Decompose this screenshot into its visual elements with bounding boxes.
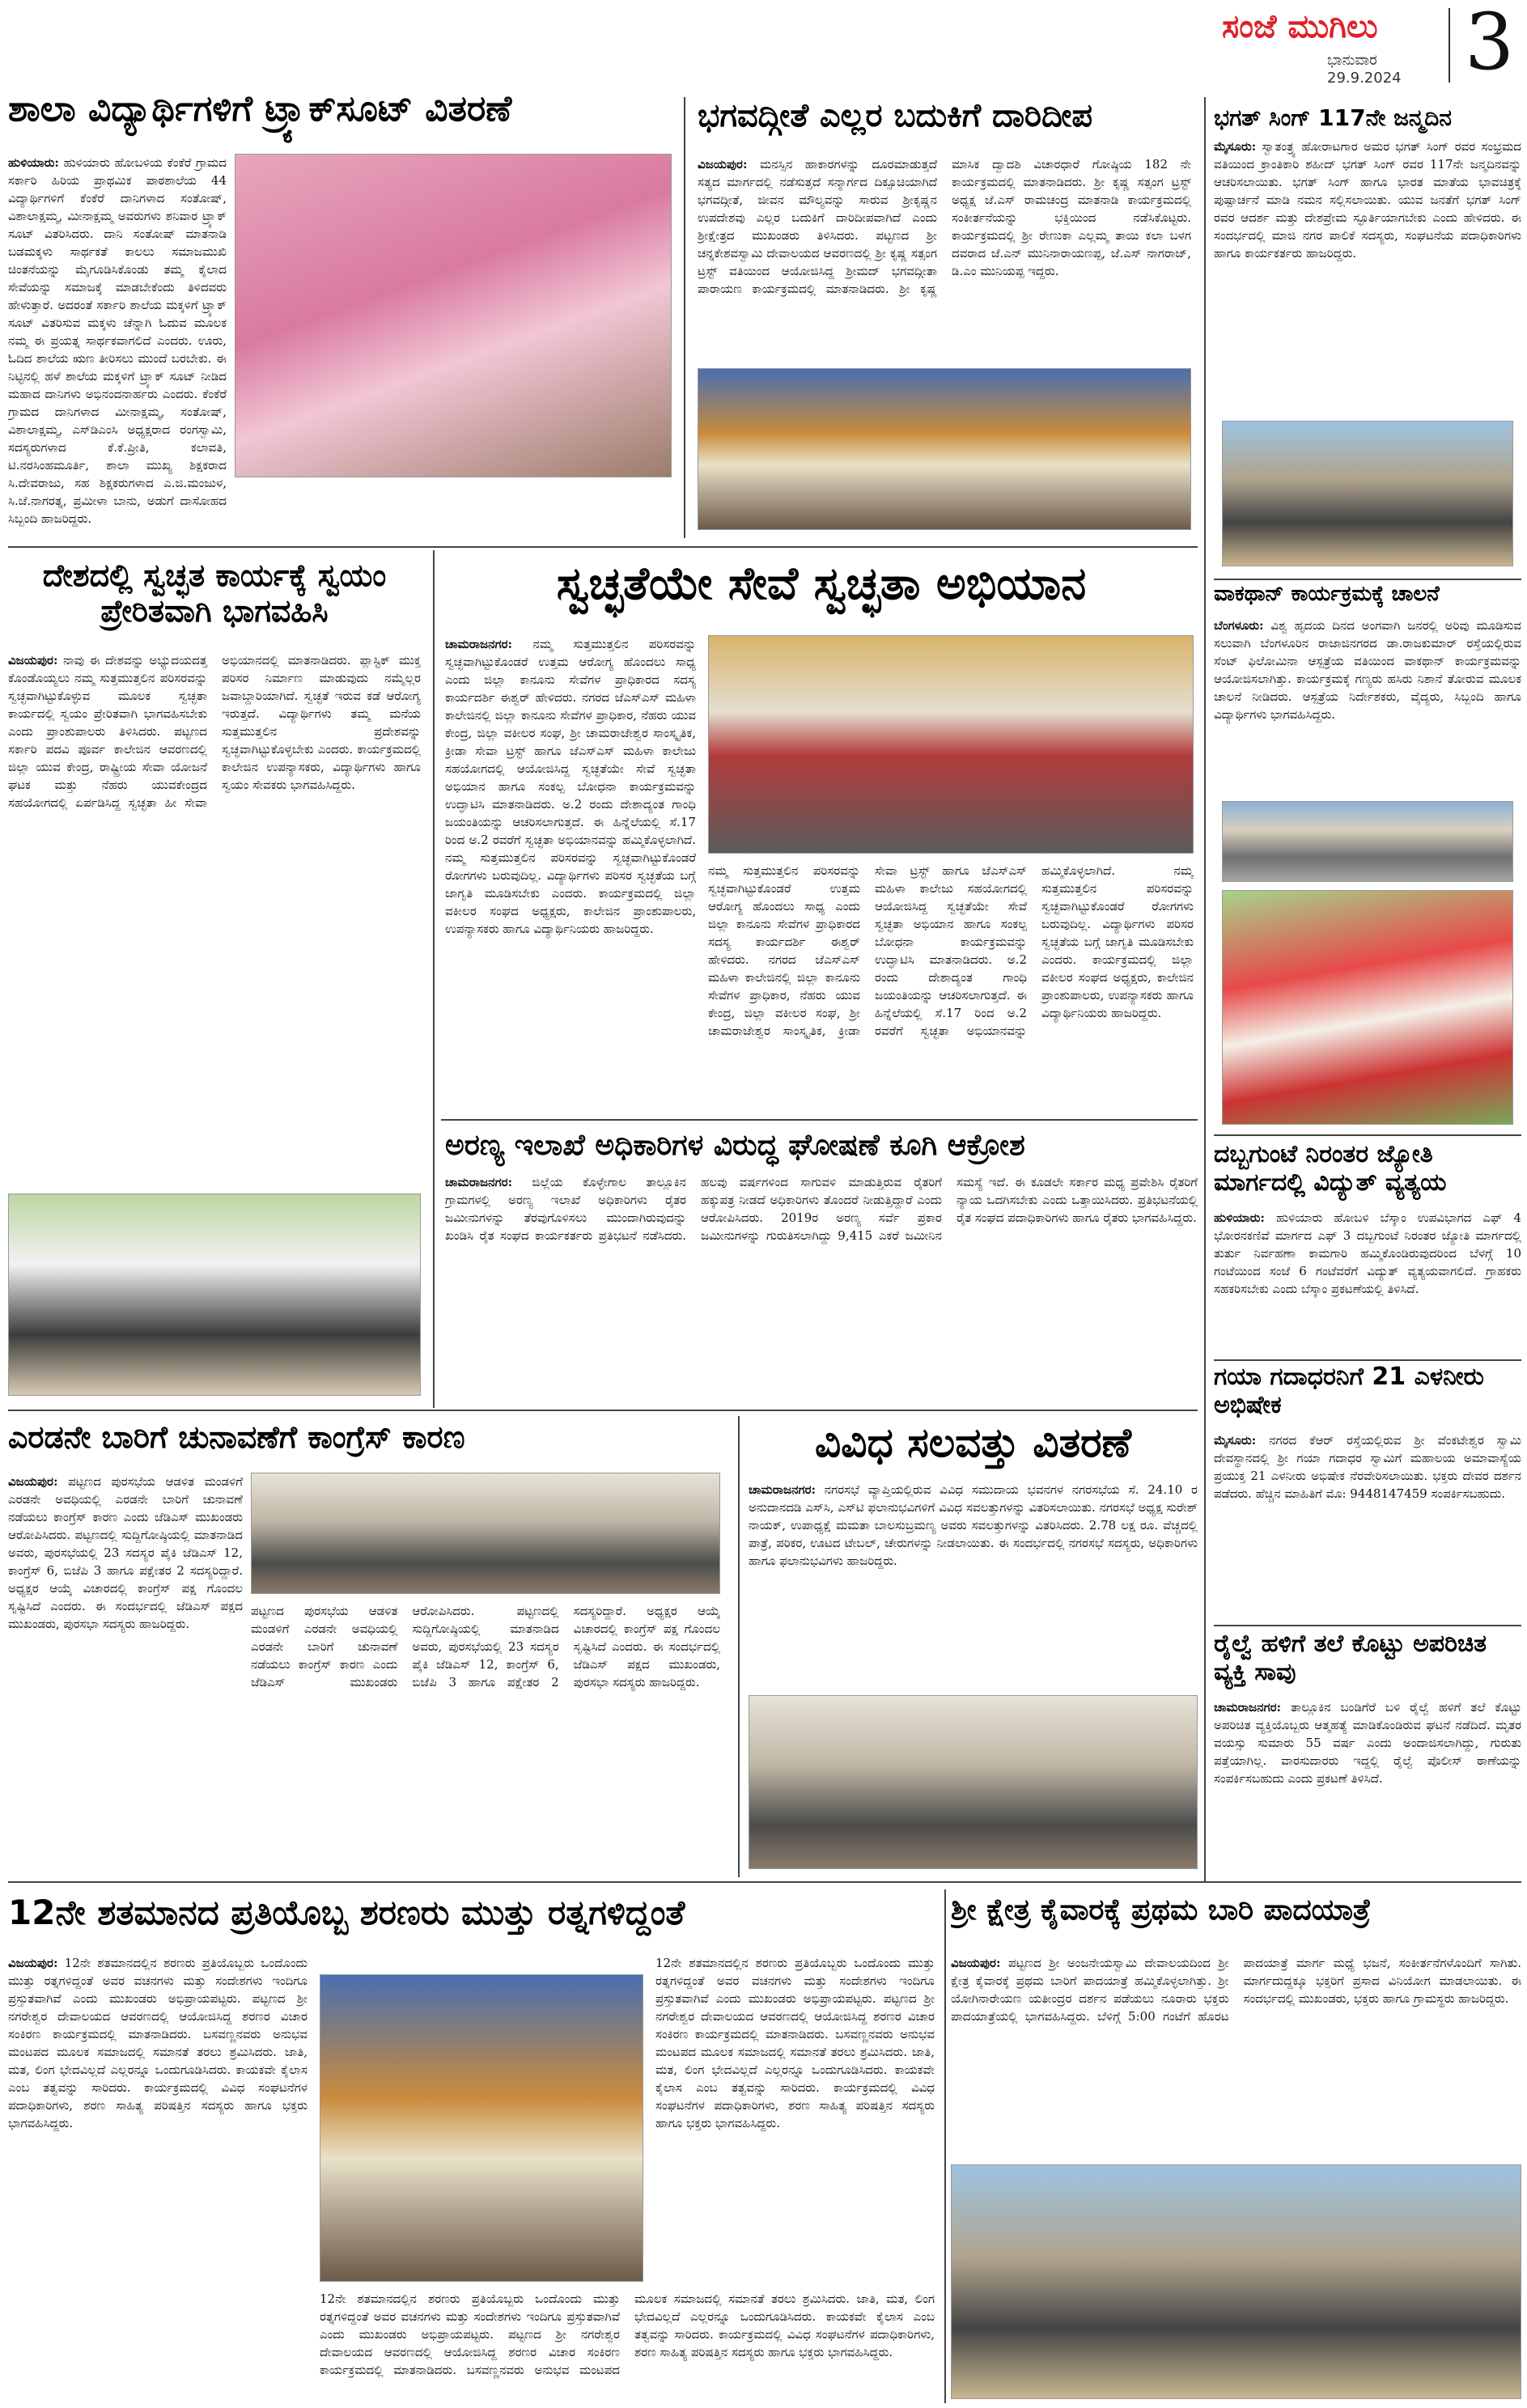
photo-tracksuit-students: [235, 154, 672, 477]
story-gaya-abhisheka: [1214, 1363, 1521, 1622]
story-body-continued: 12ನೇ ಶತಮಾನದಲ್ಲಿನ ಶರಣರು ಪ್ರತಿಯೊಬ್ಬರು ಒಂದೊಂದು ಮುತ್ತು ರತ್ನಗಳಿದ್ದಂತೆ ಅವರ ವಚನಗಳು ಮತ್ತು ಸಂದೇಶಗಳು ಇಂದಿಗೂ ಪ್ರಸ್ತುತವಾಗಿವೆ ಎಂದು ಮುಖಂಡರು ಅಭಿಪ್ರಾಯಪಟ್ಟರು. ಪಟ್ಟಣದ ಶ್ರೀ ನಗರೇಶ್ವರ ದೇವಾಲಯದ ಆವರಣದಲ್ಲಿ ಆಯೋಜಿಸಿದ್ದ ಶರಣರ ವಿಚಾರ ಸಂಕಿರಣ ಕಾರ್ಯಕ್ರಮದಲ್ಲಿ ಮಾತನಾಡಿದರು. ಬಸವಣ್ಣನವರು ಅನುಭವ ಮಂಟಪದ ಮೂಲಕ ಸಮಾಜದಲ್ಲಿ ಸಮಾನತೆ ತರಲು ಶ್ರಮಿಸಿದರು. ಜಾತಿ, ಮತ, ಲಿಂಗ ಭೇದವಿಲ್ಲದೆ ಎಲ್ಲರನ್ನೂ ಒಂದುಗೂಡಿಸಿದರು. ಕಾಯಕವೇ ಕೈಲಾಸ ಎಂಬ ತತ್ವವನ್ನು ಸಾರಿದರು. ಕಾರ್ಯಕ್ರಮದಲ್ಲಿ ವಿವಿಧ ಸಂಘಟನೆಗಳ ಪದಾಧಿಕಾರಿಗಳು, ಶರಣ ಸಾಹಿತ್ಯ ಪರಿಷತ್ತಿನ ಸದಸ್ಯರು ಹಾಗೂ ಭಕ್ತರು ಭಾಗವಹಿಸಿದ್ದರು.: [320, 2291, 935, 2377]
story-body: ವಿಜಯಪುರ: ನಾವು ಈ ದೇಶವನ್ನು ಅಭ್ಯುದಯದತ್ತ ಕೊಂಡೊಯ್ಯಲು ನಮ್ಮ ಸುತ್ತಮುತ್ತಲಿನ ಪರಿಸರವನ್ನು ಸ್ವಚ್ಛವಾಗಿಟ್ಟುಕೊಳ್ಳುವ ಮೂಲಕ ಸ್ವಚ್ಛತಾ ಕಾರ್ಯದಲ್ಲಿ ಸ್ವಯಂ ಪ್ರೇರಿತವಾಗಿ ಭಾಗವಹಿಸಬೇಕು ಎಂದು ಪ್ರಾಂಶುಪಾಲರು ತಿಳಿಸಿದರು. ಪಟ್ಟಣದ ಸರ್ಕಾರಿ ಪದವಿ ಪೂರ್ವ ಕಾಲೇಜಿನ ಆವರಣದಲ್ಲಿ ಜಿಲ್ಲಾ ಯುವ ಕೇಂದ್ರ, ರಾಷ್ಟ್ರೀಯ ಸೇವಾ ಯೋಜನೆ ಘಟಕ ಮತ್ತು ನೆಹರು ಯುವಕೇಂದ್ರದ ಸಹಯೋಗದಲ್ಲಿ ಏರ್ಪಡಿಸಿದ್ದ ಸ್ವಚ್ಛತಾ ಹೀ ಸೇವಾ ಅಭಿಯಾನದಲ್ಲಿ ಮಾತನಾಡಿದರು. ಪ್ಲಾಸ್ಟಿಕ್ ಮುಕ್ತ ಪರಿಸರ ನಿರ್ಮಾಣ ಮಾಡುವುದು ನಮ್ಮೆಲ್ಲರ ಜವಾಬ್ದಾರಿಯಾಗಿದೆ. ಸ್ವಚ್ಛತೆ ಇರುವ ಕಡೆ ಆರೋಗ್ಯ ಇರುತ್ತದೆ. ವಿದ್ಯಾರ್ಥಿಗಳು ತಮ್ಮ ಮನೆಯ ಸುತ್ತಮುತ್ತಲಿನ ಪ್ರದೇಶವನ್ನು ಸ್ವಚ್ಛವಾಗಿಟ್ಟುಕೊಳ್ಳಬೇಕು ಎಂದರು. ಕಾರ್ಯಕ್ರಮದಲ್ಲಿ ಕಾಲೇಜಿನ ಉಪನ್ಯಾಸಕರು, ವಿದ್ಯಾರ್ಥಿಗಳು ಹಾಗೂ ಸ್ವಯಂ ಸೇವಕರು ಭಾಗವಹಿಸಿದ್ದರು.: [8, 653, 421, 810]
row-rule: [1214, 1625, 1521, 1626]
story-bhagat-singh: [1214, 105, 1521, 574]
row-rule: [1214, 1134, 1521, 1136]
story-distribution: [749, 1420, 1198, 1873]
story-body: ಹುಳಿಯಾರು: ಹುಳಿಯಾರು ಹೋಬಳಿಯ ಕೆಂಕೆರೆ ಗ್ರಾಮದ ಸರ್ಕಾರಿ ಹಿರಿಯ ಪ್ರಾಥಮಿಕ ಪಾಠಶಾಲೆಯ 44 ವಿದ್ಯಾರ್ಥಿಗಳಿಗೆ ಕೆಂಕೆರೆ ದಾನಿಗಳಾದ ಸಂತೋಷ್, ವಿಶಾಲಾಕ್ಷಮ್ಮ, ಮೀನಾಕ್ಷಮ್ಮ ಅವರುಗಳು ಶನಿವಾರ ಟ್ರ್ಯಾಕ್ ಸೂಟ್ ವಿತರಿಸಿದರು. ದಾನಿ ಸಂತೋಷ್ ಮಾತನಾಡಿ ಬಡಮಕ್ಕಳು ಸಾರ್ಥಕತೆ ಕಾಲಲು ಸಮಾಜಮುಖಿ ಚಿಂತನೆಯನ್ನು ಮೈಗೂಡಿಸಿಕೊಂಡು ತಮ್ಮ ಕೈಲಾದ ಸೇವೆಯನ್ನು ಸಮಾಜಕ್ಕೆ ಮಾಡಬೇಕೆಂದು ತಿಳಿದವರು ಹೇಳುತ್ತಾರೆ. ಅದರಂತೆ ಸರ್ಕಾರಿ ಶಾಲೆಯ ಮಕ್ಕಳಿಗೆ ಟ್ರ್ಯಾಕ್ ಸೂಟ್ ವಿತರಿಸುವ ಮಕ್ಕಳು ಚೆನ್ನಾಗಿ ಓದುವ ಮೂಲಕ ನಮ್ಮ ಈ ಪ್ರಯತ್ನ ಸಾರ್ಥಕವಾಗಲಿದೆ ಎಂದರು. ಊರು, ಓದಿದ ಶಾಲೆಯ ಋಣ ತೀರಿಸಲು ಮುಂದೆ ಬರಬೇಕು. ಈ ನಿಟ್ಟಿನಲ್ಲಿ ಹಳೆ ಶಾಲೆಯ ಮಕ್ಕಳಿಗೆ ಟ್ರ್ಯಾಕ್ ಸೂಟ್ ನೀಡಿದ ಮಹಾದ ದಾನಿಗಳು ಅಭಿನಂದನಾರ್ಹರು ಎಂದರು. ಕೆಂಕೆರೆ ಗ್ರಾಮದ ದಾನಿಗಳಾದ ಮೀನಾಕ್ಷಮ್ಮ, ಸಂತೋಷ್, ವಿಶಾಲಾಕ್ಷಮ್ಮ, ಎಸ್‌ಡಿಎಂಸಿ ಅಧ್ಯಕ್ಷರಾದ ರಂಗಸ್ವಾಮಿ, ಸದಸ್ಯರುಗಳಾದ ಕೆ.ಕೆ.ಪ್ರೀತಿ, ಕಲಾವತಿ, ಟಿ.ನರಸಿಂಹಮೂರ್ತಿ, ಶಾಲಾ ಮುಖ್ಯ ಶಿಕ್ಷಕರಾದ ಸಿ.ದೇವರಾಜು, ಸಹ ಶಿಕ್ಷಕರುಗಳಾದ ಎ.ಜಿ.ಮಂಜುಳ, ಸಿ.ಜೆ.ನಾಗರತ್ನ, ಪ್ರಮೀಳಾ ಬಾನು, ಅಡುಗೆ ದಾಸೋಹದ ಸಿಬ್ಬಂದಿ ಹಾಜರಿದ್ದರು.: [8, 155, 227, 526]
photo-walkathon-start: [1222, 801, 1513, 882]
photo-swachhata-dignitaries: [708, 635, 1194, 854]
story-bhagavadgita: [698, 97, 1191, 534]
story-headline: ವಾಕಥಾನ್ ಕಾರ್ಯಕ್ರಮಕ್ಕೆ ಚಾಲನೆ: [1214, 583, 1440, 606]
photo-volunteer-banner: [8, 1193, 421, 1396]
story-headline: ಗಯಾ ಗದಾಧರನಿಗೆ 21 ಎಳನೀರು ಅಭಿಷೇಕ: [1214, 1363, 1484, 1419]
story-body: ಚಾಮರಾಜನಗರ: ನಗರಸಭೆ ವ್ಯಾಪ್ತಿಯಲ್ಲಿರುವ ವಿವಿಧ ಸಮುದಾಯ ಭವನಗಳ ನಗರಸಭೆಯ ಸೆ. 24.10 ರ ಅನುದಾನದಡಿ ಎಸ್‌ಸಿ, ಎಸ್‌ಟಿ ಫಲಾನುಭವಿಗಳಿಗೆ ವಿವಿಧ ಸವಲತ್ತುಗಳನ್ನು ವಿತರಿಸಲಾಯಿತು. ನಗರಸಭೆ ಅಧ್ಯಕ್ಷ ಸುರೇಶ್ ನಾಯಕ್, ಉಪಾಧ್ಯಕ್ಷೆ ಮಮತಾ ಬಾಲಸುಬ್ರಮಣ್ಯ ಅವರು ಸವಲತ್ತುಗಳನ್ನು ವಿತರಿಸಿದರು. 2.78 ಲಕ್ಷ ರೂ. ವೆಚ್ಚದಲ್ಲಿ ಪಾತ್ರೆ, ಪರಿಕರ, ಊಟದ ಟೇಬಲ್, ಚೇರುಗಳನ್ನು ನೀಡಲಾಯಿತು. ಈ ಸಂದರ್ಭದಲ್ಲಿ ನಗರಸಭೆ ಸದಸ್ಯರು, ಅಧಿಕಾರಿಗಳು ಹಾಗೂ ಫಲಾನುಭವಿಗಳು ಹಾಜರಿದ್ದರು.: [749, 1482, 1198, 1568]
column-rule: [738, 1416, 740, 1877]
story-headline: ಭಗತ್ ಸಿಂಗ್ 117ನೇ ಜನ್ಮದಿನ: [1214, 105, 1452, 131]
story-body: ಮೈಸೂರು: ನಗರದ ಕೆಆರ್ ರಸ್ತೆಯಲ್ಲಿರುವ ಶ್ರೀ ವೆಂಕಟೇಶ್ವರ ಸ್ವಾಮಿ ದೇವಸ್ಥಾನದಲ್ಲಿ ಶ್ರೀ ಗಯಾ ಗದಾಧರ ಸ್ವಾಮಿಗೆ ಮಹಾಲಯ ಅಮಾವಾಸ್ಯೆಯ ಪ್ರಯುಕ್ತ 21 ಎಳನೀರು ಅಭಿಷೇಕ ನೆರವೇರಿಸಲಾಯಿತು. ಭಕ್ತರು ದೇವರ ದರ್ಶನ ಪಡೆದರು. ಹೆಚ್ಚಿನ ಮಾಹಿತಿಗೆ ಮೊ: 9448147459 ಸಂಪರ್ಕಿಸಬಹುದು.: [1214, 1433, 1521, 1501]
story-headline: ಭಗವದ್ಗೀತೆ ಎಲ್ಲರ ಬದುಕಿಗೆ ದಾರಿದೀಪ: [698, 97, 1093, 134]
story-walkathon: [1214, 583, 1521, 1133]
story-headline: ಶಾಲಾ ವಿದ್ಯಾರ್ಥಿಗಳಿಗೆ ಟ್ರ್ಯಾಕ್‌ಸೂಟ್ ವಿತರಣೆ: [8, 89, 512, 129]
photo-distribution-hall: [749, 1695, 1198, 1869]
column-rule: [1204, 97, 1206, 1881]
story-padayatra: [951, 1893, 1521, 2403]
column-rule: [684, 97, 685, 538]
masthead-title: ಸಂಜೆ ಮುಗಿಲು: [1222, 8, 1378, 45]
photo-bhagat-group: [1222, 421, 1513, 566]
story-body-continued: ಪಟ್ಟಣದ ಪುರಸಭೆಯ ಆಡಳಿತ ಮಂಡಳಿಗೆ ಎರಡನೇ ಅವಧಿಯಲ್ಲಿ ಎರಡನೇ ಬಾರಿಗೆ ಚುನಾವಣೆ ನಡೆಯಲು ಕಾಂಗ್ರೆಸ್ ಕಾರಣ ಎಂದು ಜೆಡಿಎಸ್ ಮುಖಂಡರು ಆರೋಪಿಸಿದರು. ಪಟ್ಟಣದಲ್ಲಿ ಸುದ್ದಿಗೋಷ್ಠಿಯಲ್ಲಿ ಮಾತನಾಡಿದ ಅವರು, ಪುರಸಭೆಯಲ್ಲಿ 23 ಸದಸ್ಯರ ಪೈಕಿ ಜೆಡಿಎಸ್ 12, ಕಾಂಗ್ರೆಸ್ 6, ಬಿಜೆಪಿ 3 ಹಾಗೂ ಪಕ್ಷೇತರ 2 ಸದಸ್ಯರಿದ್ದಾರೆ. ಅಧ್ಯಕ್ಷರ ಆಯ್ಕೆ ವಿಚಾರದಲ್ಲಿ ಕಾಂಗ್ರೆಸ್ ಪಕ್ಷ ಗೊಂದಲ ಸೃಷ್ಟಿಸಿದೆ ಎಂದರು. ಈ ಸಂದರ್ಭದಲ್ಲಿ ಜೆಡಿಎಸ್ ಪಕ್ಷದ ಮುಖಂಡರು, ಪುರಸಭಾ ಸದಸ್ಯರು ಹಾಜರಿದ್ದರು.: [251, 1604, 720, 1689]
photo-congress-group: [251, 1473, 720, 1594]
story-sharanas: [8, 1893, 939, 2403]
row-rule: [8, 1410, 1198, 1411]
story-headline: ದೇಶದಲ್ಲಿ ಸ್ವಚ್ಛತ ಕಾರ್ಯಕ್ಕೆ ಸ್ವಯಂ ಪ್ರೇರಿತವಾಗಿ ಭಾಗವಹಿಸಿ: [42, 558, 387, 629]
photo-padayatra-group: [951, 2164, 1521, 2399]
story-headline: ಶ್ರೀ ಕ್ಷೇತ್ರ ಕೈವಾರಕ್ಕೆ ಪ್ರಥಮ ಬಾರಿ ಪಾದಯಾತ್ರೆ: [951, 1893, 1371, 1927]
row-rule: [8, 1881, 1521, 1883]
story-body: ವಿಜಯಪುರ: ಪಟ್ಟಣದ ಶ್ರೀ ಅಂಜನೇಯಸ್ವಾಮಿ ದೇವಾಲಯದಿಂದ ಶ್ರೀ ಕ್ಷೇತ್ರ ಕೈವಾರಕ್ಕೆ ಪ್ರಥಮ ಬಾರಿಗೆ ಪಾದಯಾತ್ರೆ ಹಮ್ಮಿಕೊಳ್ಳಲಾಗಿತ್ತು. ಶ್ರೀ ಯೋಗಿನಾರೇಯಣ ಯತೀಂದ್ರರ ದರ್ಶನ ಪಡೆಯಲು ನೂರಾರು ಭಕ್ತರು ಪಾದಯಾತ್ರೆಯಲ್ಲಿ ಭಾಗವಹಿಸಿದ್ದರು. ಬೆಳಿಗ್ಗೆ 5:00 ಗಂಟೆಗೆ ಹೊರಟ ಪಾದಯಾತ್ರೆ ಮಾರ್ಗ ಮಧ್ಯೆ ಭಜನೆ, ಸಂಕೀರ್ತನೆಗಳೊಂದಿಗೆ ಸಾಗಿತು. ಮಾರ್ಗದುದ್ದಕ್ಕೂ ಭಕ್ತರಿಗೆ ಪ್ರಸಾದ ವಿನಿಯೋಗ ಮಾಡಲಾಯಿತು. ಈ ಸಂದರ್ಭದಲ್ಲಿ ಮುಖಂಡರು, ಭಕ್ತರು ಹಾಗೂ ಗ್ರಾಮಸ್ಥರು ಹಾಜರಿದ್ದರು.: [951, 1956, 1521, 2024]
story-congress-election: [8, 1420, 728, 1873]
row-rule: [1214, 579, 1521, 580]
story-body-side: 12ನೇ ಶತಮಾನದಲ್ಲಿನ ಶರಣರು ಪ್ರತಿಯೊಬ್ಬರು ಒಂದೊಂದು ಮುತ್ತು ರತ್ನಗಳಿದ್ದಂತೆ ಅವರ ವಚನಗಳು ಮತ್ತು ಸಂದೇಶಗಳು ಇಂದಿಗೂ ಪ್ರಸ್ತುತವಾಗಿವೆ ಎಂದು ಮುಖಂಡರು ಅಭಿಪ್ರಾಯಪಟ್ಟರು. ಪಟ್ಟಣದ ಶ್ರೀ ನಗರೇಶ್ವರ ದೇವಾಲಯದ ಆವರಣದಲ್ಲಿ ಆಯೋಜಿಸಿದ್ದ ಶರಣರ ವಿಚಾರ ಸಂಕಿರಣ ಕಾರ್ಯಕ್ರಮದಲ್ಲಿ ಮಾತನಾಡಿದರು. ಬಸವಣ್ಣನವರು ಅನುಭವ ಮಂಟಪದ ಮೂಲಕ ಸಮಾಜದಲ್ಲಿ ಸಮಾನತೆ ತರಲು ಶ್ರಮಿಸಿದರು. ಜಾತಿ, ಮತ, ಲಿಂಗ ಭೇದವಿಲ್ಲದೆ ಎಲ್ಲರನ್ನೂ ಒಂದುಗೂಡಿಸಿದರು. ಕಾಯಕವೇ ಕೈಲಾಸ ಎಂಬ ತತ್ವವನ್ನು ಸಾರಿದರು. ಕಾರ್ಯಕ್ರಮದಲ್ಲಿ ವಿವಿಧ ಸಂಘಟನೆಗಳ ಪದಾಧಿಕಾರಿಗಳು, ಶರಣ ಸಾಹಿತ್ಯ ಪರಿಷತ್ತಿನ ಸದಸ್ಯರು ಹಾಗೂ ಭಕ್ತರು ಭಾಗವಹಿಸಿದ್ದರು.: [655, 1956, 935, 2130]
story-power-outage: [1214, 1141, 1521, 1359]
story-headline: ವಿವಿಧ ಸಲವತ್ತು ವಿತರಣೆ: [815, 1420, 1131, 1466]
story-headline: ದಬ್ಬಗುಂಟೆ ನಿರಂತರ ಜ್ಯೋತಿ ಮಾರ್ಗದಲ್ಲಿ ವಿದ್ಯುತ್ ವ್ಯತ್ಯಯ: [1214, 1141, 1447, 1197]
story-body: ಚಾಮರಾಜನಗರ: ನಮ್ಮ ಸುತ್ತಮುತ್ತಲಿನ ಪರಿಸರವನ್ನು ಸ್ವಚ್ಛವಾಗಿಟ್ಟುಕೊಂಡರೆ ಉತ್ತಮ ಆರೋಗ್ಯ ಹೊಂದಲು ಸಾಧ್ಯ ಎಂದು ಜಿಲ್ಲಾ ಕಾನೂನು ಸೇವೆಗಳ ಪ್ರಾಧಿಕಾರದ ಸದಸ್ಯ ಕಾರ್ಯದರ್ಶಿ ಈಶ್ವರ್ ಹೇಳಿದರು. ನಗರದ ಜೆಎಸ್‌ಎಸ್ ಮಹಿಳಾ ಕಾಲೇಜಿನಲ್ಲಿ ಜಿಲ್ಲಾ ಕಾನೂನು ಸೇವೆಗಳ ಪ್ರಾಧಿಕಾರ, ನೆಹರು ಯುವ ಕೇಂದ್ರ, ಜಿಲ್ಲಾ ವಕೀಲರ ಸಂಘ, ಶ್ರೀ ಚಾಮರಾಜೇಶ್ವರ ಸಾಂಸ್ಕೃತಿಕ, ಕ್ರೀಡಾ ಸೇವಾ ಟ್ರಸ್ಟ್ ಹಾಗೂ ಜೆಎಸ್‌ಎಸ್ ಮಹಿಳಾ ಕಾಲೇಜು ಸಹಯೋಗದಲ್ಲಿ ಆಯೋಜಿಸಿದ್ದ ಸ್ವಚ್ಛತೆಯೇ ಸೇವೆ ಸ್ವಚ್ಛತಾ ಅಭಿಯಾನ ಹಾಗೂ ಸಂಕಲ್ಪ ಬೋಧನಾ ಕಾರ್ಯಕ್ರಮವನ್ನು ಉದ್ಘಾಟಿಸಿ ಮಾತನಾಡಿದರು. ಅ.2 ರಂದು ದೇಶಾದ್ಯಂತ ಗಾಂಧಿ ಜಯಂತಿಯನ್ನು ಆಚರಿಸಲಾಗುತ್ತದೆ. ಈ ಹಿನ್ನೆಲೆಯಲ್ಲಿ ಸೆ.17 ರಿಂದ ಅ.2 ರವರೆಗೆ ಸ್ವಚ್ಛತಾ ಅಭಿಯಾನವನ್ನು ಹಮ್ಮಿಕೊಳ್ಳಲಾಗಿದೆ. ನಮ್ಮ ಸುತ್ತಮುತ್ತಲಿನ ಪರಿಸರವನ್ನು ಸ್ವಚ್ಛವಾಗಿಟ್ಟುಕೊಂಡರೆ ರೋಗಗಳು ಬರುವುದಿಲ್ಲ. ವಿದ್ಯಾರ್ಥಿಗಳು ಪರಿಸರ ಸ್ವಚ್ಛತೆಯ ಬಗ್ಗೆ ಜಾಗೃತಿ ಮೂಡಿಸಬೇಕು ಎಂದರು. ಕಾರ್ಯಕ್ರಮದಲ್ಲಿ ಜಿಲ್ಲಾ ವಕೀಲರ ಸಂಘದ ಅಧ್ಯಕ್ಷರು, ಕಾಲೇಜಿನ ಪ್ರಾಂಶುಪಾಲರು, ಉಪನ್ಯಾಸಕರು ಹಾಗೂ ವಿದ್ಯಾರ್ಥಿನಿಯರು ಹಾಜರಿದ್ದರು.: [445, 637, 696, 936]
masthead-date: 29.9.2024: [1327, 70, 1402, 87]
column-rule: [944, 1889, 946, 2403]
masthead-divider: [1449, 8, 1450, 83]
story-body: ವಿಜಯಪುರ: ಮನಸ್ಸಿನ ಹಾಕಾರಗಳನ್ನು ದೂರಮಾಡುತ್ತದೆ ಸತ್ಯದ ಮಾರ್ಗದಲ್ಲಿ ನಡೆಸುತ್ತದೆ ಸನ್ಮಾರ್ಗದ ದಿಕ್ಸೂಚಿಯಾಗಿದೆ ಭಗವದ್ಗೀತೆ, ಜೀವನ ಮೌಲ್ಯವನ್ನು ಸಾರುವ ಶ್ರೀಕೃಷ್ಣನ ಉಪದೇಶವು ಎಲ್ಲರ ಬದುಕಿಗೆ ದಾರಿದೀಪವಾಗಿದೆ ಎಂದು ಶ್ರೀಕ್ಷೇತ್ರದ ಮುಖಂಡರು ತಿಳಿಸಿದರು. ಪಟ್ಟಣದ ಶ್ರೀ ಚನ್ನಕೇಶವಸ್ವಾಮಿ ದೇವಾಲಯದ ಆವರಣದಲ್ಲಿ ಶ್ರೀ ಕೃಷ್ಣ ಸತ್ಸಂಗ ಟ್ರಸ್ಟ್ ವತಿಯಿಂದ ಆಯೋಜಿಸಿದ್ದ ಶ್ರೀಮದ್ ಭಗವದ್ಗೀತಾ ಪಾರಾಯಣ ಕಾರ್ಯಕ್ರಮದಲ್ಲಿ ಮಾತನಾಡಿದರು. ಶ್ರೀ ಕೃಷ್ಣ ಮಾಸಿಕ ದ್ವಾದಶಿ ವಿಚಾರಧಾರೆ ಗೋಷ್ಠಿಯ 182 ನೇ ಕಾರ್ಯಕ್ರಮದಲ್ಲಿ ಮಾತನಾಡಿದರು. ಶ್ರೀ ಕೃಷ್ಣ ಸತ್ಸಂಗ ಟ್ರಸ್ಟ್ ಅಧ್ಯಕ್ಷ ಜೆ.ಎಸ್ ರಾಮಚಂದ್ರ ಮಾತನಾಡಿ ಕಾರ್ಯಕ್ರಮದಲ್ಲಿ ಸಂಕೀರ್ತನೆಯನ್ನು ಭಕ್ತಿಯಿಂದ ನಡೆಸಿಕೊಟ್ಟರು. ಕಾರ್ಯಕ್ರಮದಲ್ಲಿ ಶ್ರೀ ರೇಣುಕಾ ಎಲ್ಲಮ್ಮ ತಾಯಿ ಕಲಾ ಬಳಗ ದವರಾದ ಜೆ.ಎನ್ ಮುನಿನಾರಾಯಣಪ್ಪ, ಜೆ.ಎಸ್ ನಾಗರಾಜ್, ಡಿ.ಎಂ ಮುನಿಯಪ್ಪ ಇದ್ದರು.: [698, 157, 1191, 296]
story-tracksuit: [8, 89, 672, 538]
row-rule: [1214, 1359, 1521, 1361]
story-headline: ಎರಡನೇ ಬಾರಿಗೆ ಚುನಾವಣೆಗೆ ಕಾಂಗ್ರೆಸ್ ಕಾರಣ: [8, 1420, 465, 1455]
page-number: 3: [1465, 0, 1515, 87]
story-body: ಹುಳಿಯಾರು: ಹುಳಿಯಾರು ಹೋಬಳಿ ಬೆಸ್ಕಾಂ ಉಪವಿಭಾಗದ ಎಫ್ 4 ಭೋರನಕಣಿವೆ ಮಾರ್ಗದ ಎಫ್ 3 ದಬ್ಬಗುಂಟೆ ನಿರಂತರ ಜ್ಯೋತಿ ಮಾರ್ಗದಲ್ಲಿ ತುರ್ತು ನಿರ್ವಹಣಾ ಕಾಮಗಾರಿ ಹಮ್ಮಿಕೊಂಡಿರುವುದರಿಂದ ಬೆಳಗ್ಗೆ 10 ಗಂಟೆಯಿಂದ ಸಂಜೆ 6 ಗಂಟೆವರೆಗೆ ವಿದ್ಯುತ್ ವ್ಯತ್ಯಯವಾಗಲಿದೆ. ಗ್ರಾಹಕರು ಸಹಕರಿಸಬೇಕು ಎಂದು ಬೆಸ್ಕಾಂ ಪ್ರಕಟಣೆಯಲ್ಲಿ ತಿಳಿಸಿದೆ.: [1214, 1210, 1521, 1296]
story-headline: ರೈಲ್ವೆ ಹಳಿಗೆ ತಲೆ ಕೊಟ್ಟು ಅಪರಿಚಿತ ವ್ಯಕ್ತಿ ಸಾವು: [1214, 1630, 1487, 1686]
story-body-continued: ನಮ್ಮ ಸುತ್ತಮುತ್ತಲಿನ ಪರಿಸರವನ್ನು ಸ್ವಚ್ಛವಾಗಿಟ್ಟುಕೊಂಡರೆ ಉತ್ತಮ ಆರೋಗ್ಯ ಹೊಂದಲು ಸಾಧ್ಯ ಎಂದು ಜಿಲ್ಲಾ ಕಾನೂನು ಸೇವೆಗಳ ಪ್ರಾಧಿಕಾರದ ಸದಸ್ಯ ಕಾರ್ಯದರ್ಶಿ ಈಶ್ವರ್ ಹೇಳಿದರು. ನಗರದ ಜೆಎಸ್‌ಎಸ್ ಮಹಿಳಾ ಕಾಲೇಜಿನಲ್ಲಿ ಜಿಲ್ಲಾ ಕಾನೂನು ಸೇವೆಗಳ ಪ್ರಾಧಿಕಾರ, ನೆಹರು ಯುವ ಕೇಂದ್ರ, ಜಿಲ್ಲಾ ವಕೀಲರ ಸಂಘ, ಶ್ರೀ ಚಾಮರಾಜೇಶ್ವರ ಸಾಂಸ್ಕೃತಿಕ, ಕ್ರೀಡಾ ಸೇವಾ ಟ್ರಸ್ಟ್ ಹಾಗೂ ಜೆಎಸ್‌ಎಸ್ ಮಹಿಳಾ ಕಾಲೇಜು ಸಹಯೋಗದಲ್ಲಿ ಆಯೋಜಿಸಿದ್ದ ಸ್ವಚ್ಛತೆಯೇ ಸೇವೆ ಸ್ವಚ್ಛತಾ ಅಭಿಯಾನ ಹಾಗೂ ಸಂಕಲ್ಪ ಬೋಧನಾ ಕಾರ್ಯಕ್ರಮವನ್ನು ಉದ್ಘಾಟಿಸಿ ಮಾತನಾಡಿದರು. ಅ.2 ರಂದು ದೇಶಾದ್ಯಂತ ಗಾಂಧಿ ಜಯಂತಿಯನ್ನು ಆಚರಿಸಲಾಗುತ್ತದೆ. ಈ ಹಿನ್ನೆಲೆಯಲ್ಲಿ ಸೆ.17 ರಿಂದ ಅ.2 ರವರೆಗೆ ಸ್ವಚ್ಛತಾ ಅಭಿಯಾನವನ್ನು ಹಮ್ಮಿಕೊಳ್ಳಲಾಗಿದೆ. ನಮ್ಮ ಸುತ್ತಮುತ್ತಲಿನ ಪರಿಸರವನ್ನು ಸ್ವಚ್ಛವಾಗಿಟ್ಟುಕೊಂಡರೆ ರೋಗಗಳು ಬರುವುದಿಲ್ಲ. ವಿದ್ಯಾರ್ಥಿಗಳು ಪರಿಸರ ಸ್ವಚ್ಛತೆಯ ಬಗ್ಗೆ ಜಾಗೃತಿ ಮೂಡಿಸಬೇಕು ಎಂದರು. ಕಾರ್ಯಕ್ರಮದಲ್ಲಿ ಜಿಲ್ಲಾ ವಕೀಲರ ಸಂಘದ ಅಧ್ಯಕ್ಷರು, ಕಾಲೇಜಿನ ಪ್ರಾಂಶುಪಾಲರು, ಉಪನ್ಯಾಸಕರು ಹಾಗೂ ವಿದ್ಯಾರ್ಥಿನಿಯರು ಹಾಜರಿದ್ದರು.: [708, 863, 1194, 1038]
story-body: ವಿಜಯಪುರ: ಪಟ್ಟಣದ ಪುರಸಭೆಯ ಆಡಳಿತ ಮಂಡಳಿಗೆ ಎರಡನೇ ಅವಧಿಯಲ್ಲಿ ಎರಡನೇ ಬಾರಿಗೆ ಚುನಾವಣೆ ನಡೆಯಲು ಕಾಂಗ್ರೆಸ್ ಕಾರಣ ಎಂದು ಜೆಡಿಎಸ್ ಮುಖಂಡರು ಆರೋಪಿಸಿದರು. ಪಟ್ಟಣದಲ್ಲಿ ಸುದ್ದಿಗೋಷ್ಠಿಯಲ್ಲಿ ಮಾತನಾಡಿದ ಅವರು, ಪುರಸಭೆಯಲ್ಲಿ 23 ಸದಸ್ಯರ ಪೈಕಿ ಜೆಡಿಎಸ್ 12, ಕಾಂಗ್ರೆಸ್ 6, ಬಿಜೆಪಿ 3 ಹಾಗೂ ಪಕ್ಷೇತರ 2 ಸದಸ್ಯರಿದ್ದಾರೆ. ಅಧ್ಯಕ್ಷರ ಆಯ್ಕೆ ವಿಚಾರದಲ್ಲಿ ಕಾಂಗ್ರೆಸ್ ಪಕ್ಷ ಗೊಂದಲ ಸೃಷ್ಟಿಸಿದೆ ಎಂದರು. ಈ ಸಂದರ್ಭದಲ್ಲಿ ಜೆಡಿಎಸ್ ಪಕ್ಷದ ಮುಖಂಡರು, ಪುರಸಭಾ ಸದಸ್ಯರು ಹಾಜರಿದ್ದರು.: [8, 1474, 243, 1631]
story-body: ವಿಜಯಪುರ: 12ನೇ ಶತಮಾನದಲ್ಲಿನ ಶರಣರು ಪ್ರತಿಯೊಬ್ಬರು ಒಂದೊಂದು ಮುತ್ತು ರತ್ನಗಳಿದ್ದಂತೆ ಅವರ ವಚನಗಳು ಮತ್ತು ಸಂದೇಶಗಳು ಇಂದಿಗೂ ಪ್ರಸ್ತುತವಾಗಿವೆ ಎಂದು ಮುಖಂಡರು ಅಭಿಪ್ರಾಯಪಟ್ಟರು. ಪಟ್ಟಣದ ಶ್ರೀ ನಗರೇಶ್ವರ ದೇವಾಲಯದ ಆವರಣದಲ್ಲಿ ಆಯೋಜಿಸಿದ್ದ ಶರಣರ ವಿಚಾರ ಸಂಕಿರಣ ಕಾರ್ಯಕ್ರಮದಲ್ಲಿ ಮಾತನಾಡಿದರು. ಬಸವಣ್ಣನವರು ಅನುಭವ ಮಂಟಪದ ಮೂಲಕ ಸಮಾಜದಲ್ಲಿ ಸಮಾನತೆ ತರಲು ಶ್ರಮಿಸಿದರು. ಜಾತಿ, ಮತ, ಲಿಂಗ ಭೇದವಿಲ್ಲದೆ ಎಲ್ಲರನ್ನೂ ಒಂದುಗೂಡಿಸಿದರು. ಕಾಯಕವೇ ಕೈಲಾಸ ಎಂಬ ತತ್ವವನ್ನು ಸಾರಿದರು. ಕಾರ್ಯಕ್ರಮದಲ್ಲಿ ವಿವಿಧ ಸಂಘಟನೆಗಳ ಪದಾಧಿಕಾರಿಗಳು, ಶರಣ ಸಾಹಿತ್ಯ ಪರಿಷತ್ತಿನ ಸದಸ್ಯರು ಹಾಗೂ ಭಕ್ತರು ಭಾಗವಹಿಸಿದ್ದರು.: [8, 1956, 308, 2130]
column-rule: [433, 550, 435, 1408]
photo-sharanas-felicitation: [320, 1974, 643, 2282]
row-rule: [441, 1119, 1198, 1121]
story-rail-accident: [1214, 1630, 1521, 1873]
masthead-day: ಭಾನುವಾರ: [1327, 52, 1377, 69]
story-body: ಬೆಂಗಳೂರು: ವಿಶ್ವ ಹೃದಯ ದಿನದ ಅಂಗವಾಗಿ ಜನರಲ್ಲಿ ಅರಿವು ಮೂಡಿಸುವ ಸಲುವಾಗಿ ಬೆಂಗಳೂರಿನ ರಾಜಾಜಿನಗರದ ಡಾ.ರಾಜಕುಮಾರ್ ರಸ್ತೆಯಲ್ಲಿರುವ ಸೆಂಟ್ ಫಿಲೋಮಿನಾ ಆಸ್ಪತ್ರೆಯ ವತಿಯಿಂದ ವಾಕಥಾನ್ ಕಾರ್ಯಕ್ರಮವನ್ನು ಆಯೋಜಿಸಲಾಗಿತ್ತು. ಕಾರ್ಯಕ್ರಮಕ್ಕೆ ಗಣ್ಯರು ಹಸಿರು ನಿಶಾನೆ ತೋರುವ ಮೂಲಕ ಚಾಲನೆ ನೀಡಿದರು. ಆಸ್ಪತ್ರೆಯ ನಿರ್ದೇಶಕರು, ವೈದ್ಯರು, ಸಿಬ್ಬಂದಿ ಹಾಗೂ ವಿದ್ಯಾರ್ಥಿಗಳು ಭಾಗವಹಿಸಿದ್ದರು.: [1214, 618, 1521, 722]
story-headline: 12ನೇ ಶತಮಾನದ ಪ್ರತಿಯೊಬ್ಬ ಶರಣರು ಮುತ್ತು ರತ್ನಗಳಿದ್ದಂತೆ: [8, 1893, 685, 1932]
story-headline: ಸ್ವಚ್ಛತೆಯೇ ಸೇವೆ ಸ್ವಚ್ಛತಾ ಅಭಿಯಾನ: [556, 558, 1087, 610]
story-cleanliness-volunteer: [8, 558, 421, 1408]
story-swachhata-seva: [445, 558, 1198, 1109]
row-rule: [8, 546, 1198, 548]
story-body: ಚಾಮರಾಜನಗರ: ಜಿಲ್ಲೆಯ ಕೊಳ್ಳೇಗಾಲ ತಾಲ್ಲೂಕಿನ ಗ್ರಾಮಗಳಲ್ಲಿ ಅರಣ್ಯ ಇಲಾಖೆ ಅಧಿಕಾರಿಗಳು ರೈತರ ಜಮೀನುಗಳನ್ನು ತೆರವುಗೊಳಿಸಲು ಮುಂದಾಗಿರುವುದನ್ನು ಖಂಡಿಸಿ ರೈತ ಸಂಘದ ಕಾರ್ಯಕರ್ತರು ಪ್ರತಿಭಟನೆ ನಡೆಸಿದರು. ಹಲವು ವರ್ಷಗಳಿಂದ ಸಾಗುವಳಿ ಮಾಡುತ್ತಿರುವ ರೈತರಿಗೆ ಹಕ್ಕುಪತ್ರ ನೀಡದೆ ಅಧಿಕಾರಿಗಳು ತೊಂದರೆ ನೀಡುತ್ತಿದ್ದಾರೆ ಎಂದು ಆರೋಪಿಸಿದರು. 2019ರ ಅರಣ್ಯ ಸರ್ವೆ ಪ್ರಕಾರ ಜಮೀನುಗಳನ್ನು ಗುರುತಿಸಲಾಗಿದ್ದು 9,415 ಎಕರೆ ಜಮೀನಿನ ಸಮಸ್ಯೆ ಇದೆ. ಈ ಕೂಡಲೇ ಸರ್ಕಾರ ಮಧ್ಯ ಪ್ರವೇಶಿಸಿ ರೈತರಿಗೆ ನ್ಯಾಯ ಒದಗಿಸಬೇಕು ಎಂದು ಒತ್ತಾಯಿಸಿದರು. ಪ್ರತಿಭಟನೆಯಲ್ಲಿ ರೈತ ಸಂಘದ ಪದಾಧಿಕಾರಿಗಳು ಹಾಗೂ ರೈತರು ಭಾಗವಹಿಸಿದ್ದರು.: [445, 1175, 1198, 1243]
masthead: [1206, 0, 1527, 91]
story-body: ಮೈಸೂರು: ಸ್ವಾತಂತ್ರ್ಯ ಹೋರಾಟಗಾರ ಅಮರ ಭಗತ್ ಸಿಂಗ್ ರವರ ಸಂಭ್ರಮದ ವತಿಯಿಂದ ಕ್ರಾಂತಿಕಾರಿ ಶಹೀದ್ ಭಗತ್ ಸಿಂಗ್ ರವರ 117ನೇ ಜನ್ಮದಿನವನ್ನು ಆಚರಿಸಲಾಯಿತು. ಭಗತ್ ಸಿಂಗ್ ಹಾಗೂ ಭಾರತ ಮಾತೆಯ ಭಾವಚಿತ್ರಕ್ಕೆ ಪುಷ್ಪಾರ್ಚನೆ ಮಾಡಿ ನಮನ ಸಲ್ಲಿಸಲಾಯಿತು. ಯುವ ಜನತೆಗೆ ಭಗತ್ ಸಿಂಗ್ ರವರ ಆದರ್ಶ ಮತ್ತು ದೇಶಪ್ರೇಮ ಸ್ಫೂರ್ತಿಯಾಗಬೇಕು ಎಂದು ಹೇಳಿದರು. ಈ ಸಂದರ್ಭದಲ್ಲಿ ಮಾಜಿ ನಗರ ಪಾಲಿಕೆ ಸದಸ್ಯರು, ಸಂಘಟನೆಯ ಪದಾಧಿಕಾರಿಗಳು ಹಾಗೂ ಕಾರ್ಯಕರ್ತರು ಹಾಜರಿದ್ದರು.: [1214, 139, 1521, 261]
photo-gita-stage: [698, 368, 1191, 530]
story-body: ಚಾಮರಾಜನಗರ: ತಾಲ್ಲೂಕಿನ ಬಂಡಿಗೆರೆ ಬಳಿ ರೈಲ್ವೆ ಹಳಿಗೆ ತಲೆ ಕೊಟ್ಟು ಅಪರಿಚಿತ ವ್ಯಕ್ತಿಯೊಬ್ಬರು ಆತ್ಮಹತ್ಯೆ ಮಾಡಿಕೊಂಡಿರುವ ಘಟನೆ ನಡೆದಿದೆ. ಮೃತರ ವಯಸ್ಸು ಸುಮಾರು 55 ವರ್ಷ ಎಂದು ಅಂದಾಜಿಸಲಾಗಿದ್ದು, ಗುರುತು ಪತ್ತೆಯಾಗಿಲ್ಲ. ವಾರಸುದಾರರು ಇದ್ದಲ್ಲಿ ರೈಲ್ವೆ ಪೊಲೀಸ್ ಠಾಣೆಯನ್ನು ಸಂಪರ್ಕಿಸಬಹುದು ಎಂದು ಪ್ರಕಟಣೆ ತಿಳಿಸಿದೆ.: [1214, 1700, 1521, 1786]
story-forest-protest: [445, 1129, 1198, 1396]
photo-walkathon-rally: [1222, 890, 1513, 1125]
story-headline: ಅರಣ್ಯ ಇಲಾಖೆ ಅಧಿಕಾರಿಗಳ ವಿರುದ್ಧ ಘೋಷಣೆ ಕೂಗಿ ಆಕ್ರೋಶ: [445, 1129, 1025, 1162]
